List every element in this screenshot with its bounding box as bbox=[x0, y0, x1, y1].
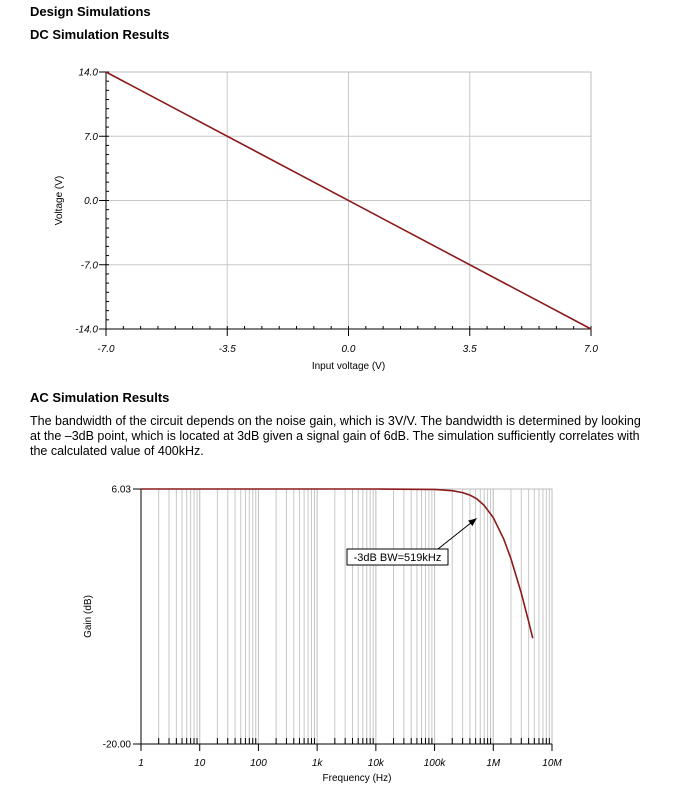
ac-x-tick-label: 10M bbox=[542, 758, 562, 769]
dc-y-tick-label: -14.0 bbox=[75, 324, 98, 336]
dc-section-heading: DC Simulation Results bbox=[30, 27, 170, 42]
dc-x-tick-label: 0.0 bbox=[341, 344, 356, 355]
page-title: Design Simulations bbox=[30, 4, 151, 19]
dc-y-tick-label: 0.0 bbox=[84, 196, 98, 207]
ac-y-axis-label: Gain (dB) bbox=[83, 595, 94, 638]
dc-y-tick-label: 7.0 bbox=[84, 131, 98, 143]
ac-x-tick-label: 10 bbox=[194, 758, 206, 769]
ac-y-tick-label: -20.00 bbox=[102, 739, 131, 751]
dc-x-tick-label: -7.0 bbox=[97, 344, 115, 355]
ac-x-tick-label: 100k bbox=[423, 758, 446, 769]
dc-y-axis-label: Voltage (V) bbox=[54, 175, 65, 226]
annotation-label: -3dB BW=519kHz bbox=[353, 552, 442, 564]
dc-x-tick-label: 7.0 bbox=[584, 344, 598, 355]
ac-description: The bandwidth of the circuit depends on the noise gain, which is 3V/V. The bandwidth is determined by looking at the –3dB point, which is located at 3dB given a signal gain of 6dB. The simulation sufficiently correlates with the calculated value of 400kHz. bbox=[30, 414, 641, 458]
dc-y-tick-label: -7.0 bbox=[80, 260, 98, 272]
ac-axes bbox=[133, 489, 552, 751]
ac-section-heading: AC Simulation Results bbox=[30, 390, 170, 405]
ac-grid bbox=[141, 489, 552, 744]
ac-x-tick-label: 100 bbox=[250, 758, 267, 769]
ac-x-tick-label: 1 bbox=[138, 758, 144, 769]
dc-x-tick-label: 3.5 bbox=[462, 344, 477, 355]
dc-x-tick-label: -3.5 bbox=[218, 344, 236, 355]
ac-x-tick-label: 10k bbox=[367, 758, 384, 769]
ac-x-tick-label: 1k bbox=[311, 758, 323, 769]
ac-x-tick-label: 1M bbox=[486, 758, 501, 769]
ac-y-tick-label: 6.03 bbox=[111, 484, 131, 496]
dc-x-axis-label: Input voltage (V) bbox=[311, 361, 386, 372]
dc-y-tick-label: 14.0 bbox=[78, 67, 98, 79]
ac-x-axis-label: Frequency (Hz) bbox=[322, 773, 392, 784]
